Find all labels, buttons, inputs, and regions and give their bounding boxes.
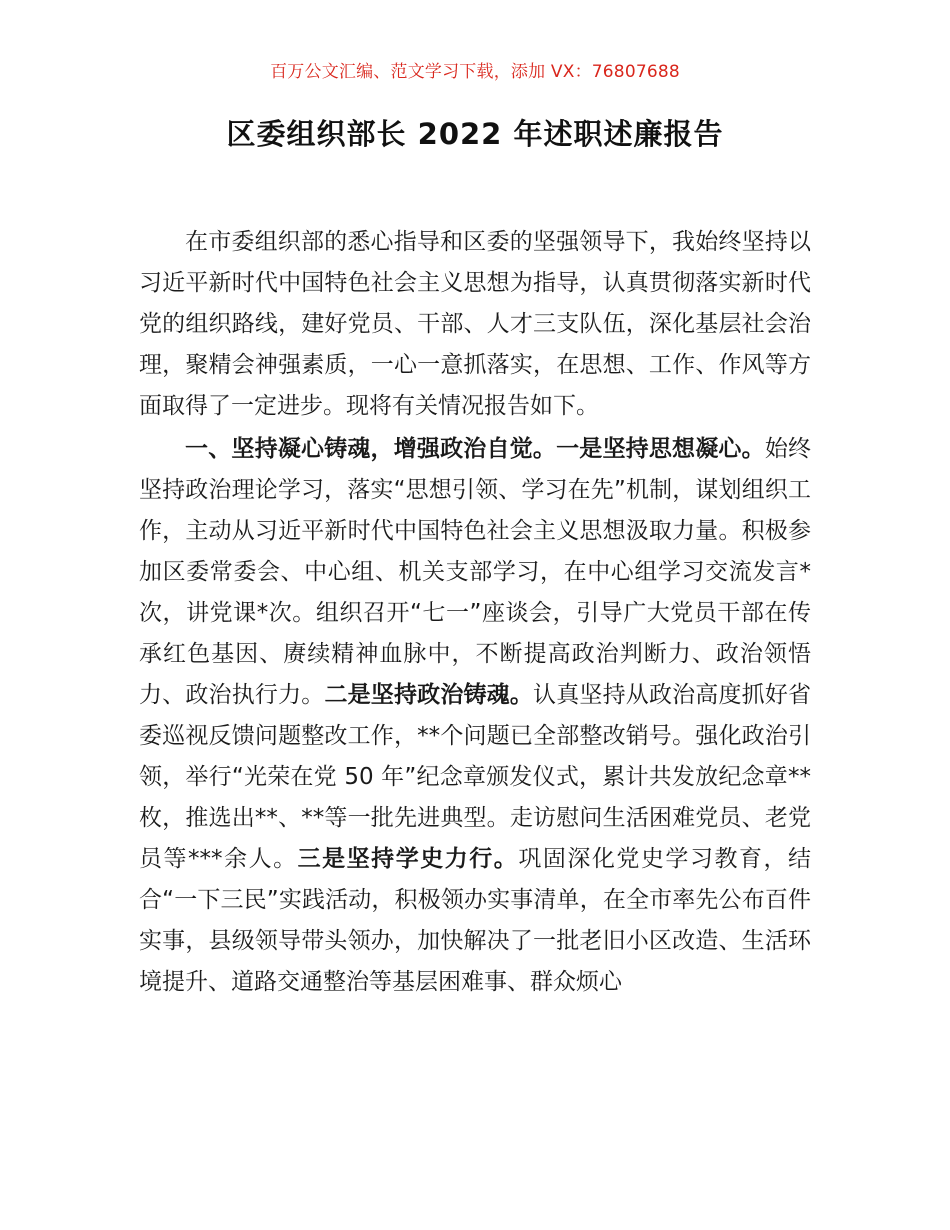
document-title: 区委组织部长 2022 年述职述廉报告 bbox=[226, 117, 724, 151]
subsection-2-text: 认真坚持从政治高度抓好省委巡视反馈问题整改工作，**个问题已全部整改销号。强化政治引领，举行“光荣在党 50 年”纪念章颁发仪式，累计共发放纪念章**枚，推选出**、**等一批先进典型。走访慰问生活困难党员、老党员等***余人。 bbox=[139, 682, 812, 872]
subsection-3-text: 巩固深化党史学习教育，结合“一下三民”实践活动，积极领办实事清单，在全市率先公布百件实事，县级领导带头领办，加快解决了一批老旧小区改造、生活环境提升、道路交通整治等基层困难事、群众烦心 bbox=[139, 846, 812, 995]
header-note: 百万公文汇编、范文学习下载，添加 VX：76807688 bbox=[270, 62, 680, 82]
subsection-1-text: 始终坚持政治理论学习，落实“思想引领、学习在先”机制，谋划组织工作，主动从习近平新时代中国特色社会主义思想汲取力量。积极参加区委常委会、中心组、机关支部学习，在中心组学习交流发言*次，讲党课*次。组织召开“七一”座谈会，引导广大党员干部在传承红色基因、赓续精神血脉中，不断提高政治判断力、政治领悟力、政治执行力。 bbox=[139, 436, 812, 708]
subsection-2-title: 二是坚持政治铸魂。 bbox=[324, 682, 534, 708]
subsection-1-title: 一是坚持思想凝心。 bbox=[556, 436, 765, 462]
section-heading: 一、坚持凝心铸魂，增强政治自觉。 bbox=[185, 436, 557, 462]
subsection-3-title: 三是坚持学史力行。 bbox=[297, 846, 519, 872]
intro-paragraph: 在市委组织部的悉心指导和区委的坚强领导下，我始终坚持以习近平新时代中国特色社会主义思想为指导，认真贯彻落实新时代党的组织路线，建好党员、干部、人才三支队伍，深化基层社会治理，聚精会神强素质，一心一意抓落实，在思想、工作、作风等方面取得了一定进步。现将有关情况报告如下。 bbox=[139, 229, 811, 419]
section-1-paragraph bbox=[139, 429, 811, 1003]
document-body bbox=[139, 222, 811, 1003]
